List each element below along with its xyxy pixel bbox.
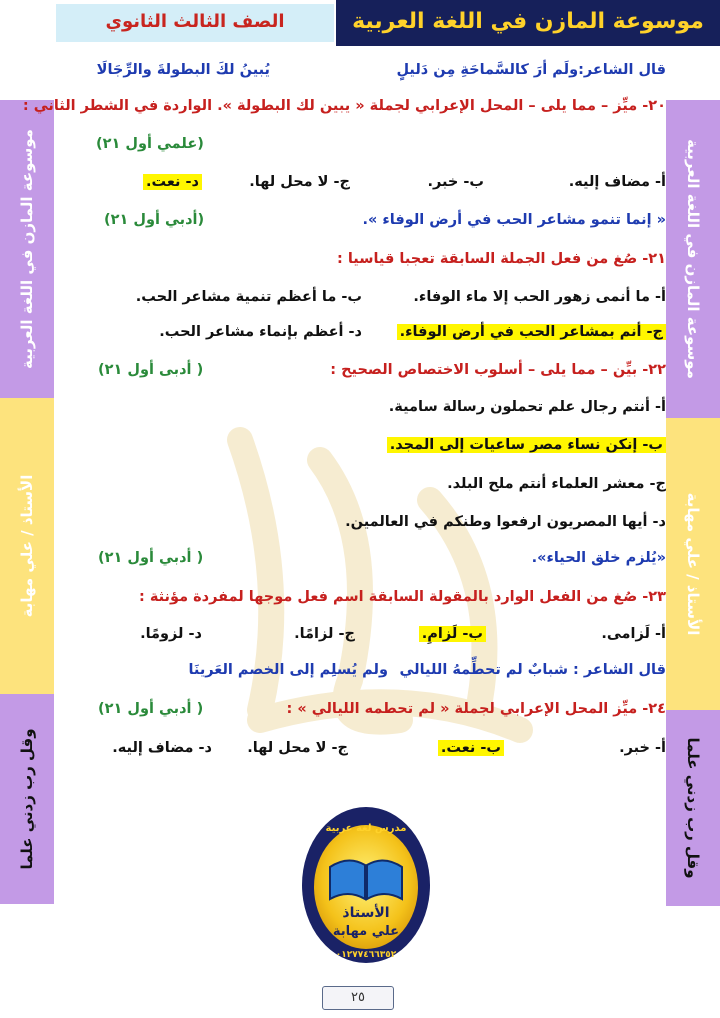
q23-option-c: ج- لزامًا.: [294, 626, 355, 642]
q21-option-c-answer: [397, 324, 666, 340]
right-band-verse-text: وقل رب زدني علما: [684, 737, 702, 879]
q23-option-d: د- لزومًا.: [140, 626, 202, 642]
q24-option-b-text: ب- نعت.: [438, 740, 504, 756]
q24-option-c: ج- لا محل لها.: [247, 740, 348, 756]
q23-option-b-answer: [419, 626, 486, 642]
book-left-page-icon: [330, 860, 365, 899]
right-band-verse: [666, 710, 720, 906]
teacher-logo: [300, 805, 432, 965]
q20-option-a: أ- مضاف إليه.: [568, 174, 666, 190]
verse1-second-hemistich: يُبينُ لكَ البطولةَ والرِّجَالَا: [96, 62, 270, 78]
book-right-page-icon: [367, 860, 402, 899]
left-band-teacher: [0, 398, 54, 694]
question-20: ٢٠- ميِّز – مما يلى – المحل الإعرابي لجملة « يبين لك البطولة ». الواردة في الشطر الثاني :: [22, 98, 666, 114]
q24-option-a: أ- خبر.: [619, 740, 666, 756]
logo-phone: ٠١٢٧٧٤٦٦٣٥٢: [335, 950, 397, 960]
q21-option-d: د- أعظم بإنماء مشاعر الحب.: [159, 324, 362, 340]
quote-2-source: (أدبي أول ٢١): [104, 212, 205, 228]
question-22: ٢٢- بيِّن – مما يلى – أسلوب الاختصاص الصحيح :: [330, 362, 666, 378]
q22-option-b-answer: [387, 437, 666, 453]
logo-name-line1: الأستاذ: [342, 905, 390, 921]
left-band-verse: [0, 694, 54, 904]
quote-3: «يُلزم خلق الحياء».: [531, 550, 666, 566]
q21-option-c-text: ج- أنم بمشاعر الحب في أرض الوفاء.: [397, 324, 666, 340]
right-band-teacher-text: الأستاذ / علي مهابة: [684, 492, 702, 636]
q23-option-b-text: ب- لَزامِ.: [419, 626, 486, 642]
q21-option-b: ب- ما أعظم تنمية مشاعر الحب.: [135, 289, 362, 305]
q24-option-d: د- مضاف إليه.: [112, 740, 212, 756]
q22-option-a: أ- أنتم رجال علم تحملون رسالة سامية.: [388, 399, 666, 415]
verse2-second-hemistich: ولم يُسلِم إلى الخصم العَرينَا: [188, 662, 388, 678]
q24-option-b-answer: [438, 740, 504, 756]
q20-option-d-answer: [143, 174, 202, 190]
q21-option-a: أ- ما أنمى زهور الحب إلا ماء الوفاء.: [413, 289, 666, 305]
left-band-series: [0, 100, 54, 398]
q20-option-b: ب- خبر.: [427, 174, 484, 190]
question-24: ٢٤- ميِّز المحل الإعرابي لجملة « لم تحطمه الليالي » :: [286, 701, 666, 717]
question-23: ٢٣- صُغ من الفعل الوارد بالمقولة السابقة اسم فعل موجها لمفردة مؤنثة :: [139, 589, 666, 605]
grade-label: الصف الثالث الثانوي: [56, 4, 334, 42]
question-20-source: (علمي أول ٢١): [96, 136, 204, 152]
verse1-first-hemistich: قال الشاعر:ولَم أرَ كالسَّماحَةِ مِن دَليلٍ: [396, 62, 666, 78]
right-band-series-text: موسوعة المازن في اللغة العربية: [684, 139, 702, 379]
left-band-series-text: موسوعة المازن في اللغة العربية: [18, 129, 36, 369]
question-22-source: ( أدبى أول ٢١): [98, 362, 204, 378]
q22-option-d: د- أيها المصريون ارفعوا وطنكم في العالمين.: [345, 514, 666, 530]
encyclopedia-title: موسوعة المازن في اللغة العربية: [336, 0, 720, 46]
q22-option-c: ج- معشر العلماء أنتم ملح البلد.: [447, 476, 666, 492]
question-24-source: ( أدبي أول ٢١): [98, 701, 204, 717]
q20-option-d-text: د- نعت.: [143, 174, 202, 190]
q20-option-c: ج- لا محل لها.: [249, 174, 350, 190]
q23-option-a: أ- لَزامى.: [601, 626, 666, 642]
right-band-series: [666, 100, 720, 418]
logo-top-text: مدرس لغة عربية: [325, 823, 407, 834]
left-band-verse-text: وقل رب زدني علما: [18, 728, 36, 870]
logo-name-line2: علي مهابة: [332, 924, 400, 939]
page-number: ٢٥: [322, 986, 394, 1010]
verse2-first-hemistich: قال الشاعر : شبابٌ لم تحطِّمهُ الليالي: [399, 662, 666, 678]
quote-2: « إنما تنمو مشاعر الحب في أرض الوفاء ».: [362, 212, 666, 228]
question-21: ٢١- صُغ من فعل الجملة السابقة تعجبا قياسيا :: [337, 251, 666, 267]
right-band-teacher: [666, 418, 720, 710]
quote-3-source: ( أدبي أول ٢١): [98, 550, 204, 566]
q22-option-b-text: ب- إنكن نساء مصر ساعيات إلى المجد.: [387, 437, 666, 453]
left-band-teacher-text: الأستاذ / علي مهابة: [18, 474, 36, 618]
